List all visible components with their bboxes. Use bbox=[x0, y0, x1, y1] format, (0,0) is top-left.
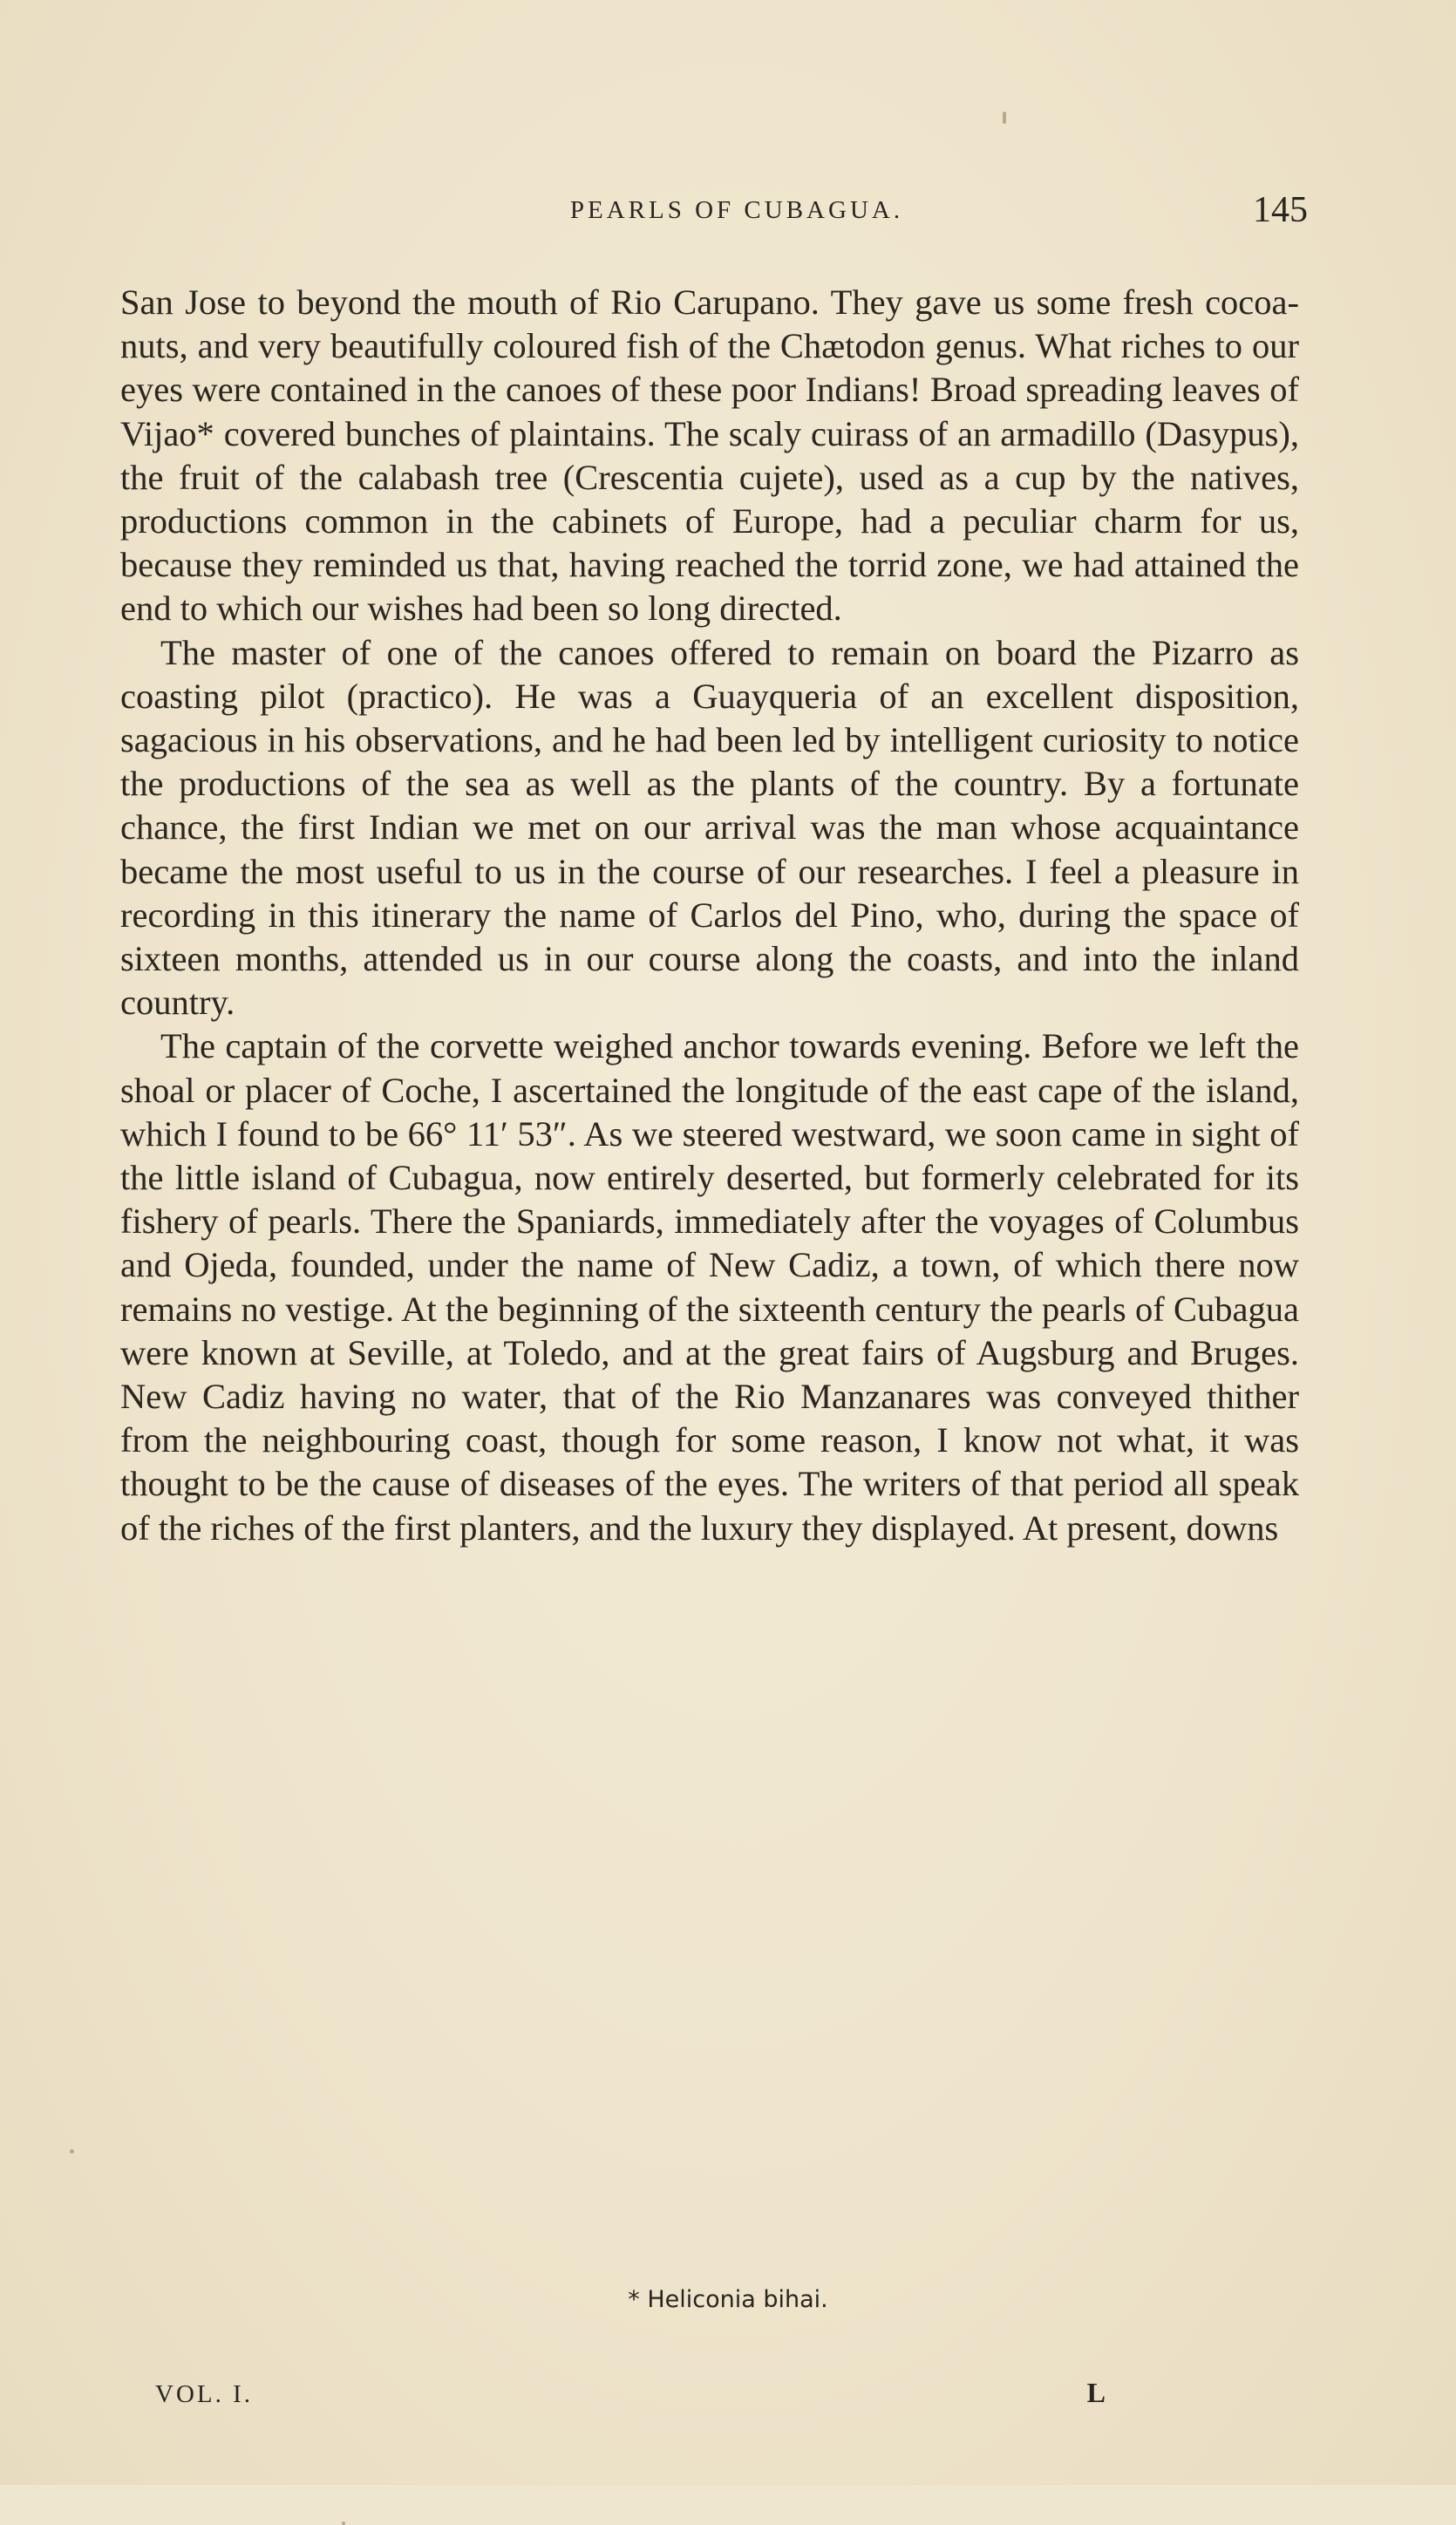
paragraph-2: The master of one of the canoes offered to remain on board the Pizarro as coasting pilot (practico). He was a Guayqueria of an excellent disposition, sagacious in his observations, and he had been led by intelligent curiosity to notice the productions of the sea as well as the plants of the country. By a fortunate chance, the first Indian we met on our arrival was the man whose acquaintance became the most useful to us in the course of our researches. I feel a pleasure in recording in this itinerary the name of Carlos del Pino, who, during the space of sixteen months, attended us in our course along the coasts, and into the inland country. bbox=[120, 632, 1299, 1023]
signature-mark: L bbox=[1086, 2377, 1106, 2408]
running-title: PEARLS OF CUBAGUA. bbox=[569, 196, 904, 224]
page-number: 145 bbox=[1253, 190, 1308, 230]
paragraph-1: San Jose to beyond the mouth of Rio Carupano. They gave us some fresh cocoa-nuts, and very beautifully coloured fish of the Chætodon genus. What riches to our eyes were contained in the canoes of these poor Indians! Broad spreading leaves of Vijao* covered bunches of plaintains. The scaly cuirass of an armadillo (Dasypus), the fruit of the calabash tree (Crescentia cujete), used as a cup by the natives, productions common in the cabinets of Europe, had a peculiar charm for us, because they reminded us that, having reached the torrid zone, we had attained the end to which our wishes had been so long directed. bbox=[120, 282, 1299, 629]
signature-line bbox=[155, 2377, 1106, 2424]
paper-speck bbox=[70, 2149, 74, 2154]
paper-speck bbox=[1003, 112, 1006, 124]
running-head bbox=[113, 179, 1308, 231]
body-text bbox=[120, 281, 1299, 1550]
volume-label: VOL. I. bbox=[155, 2380, 254, 2408]
footnote: * Heliconia bihai. bbox=[628, 2286, 828, 2313]
paper-speck bbox=[342, 2522, 345, 2525]
paragraph-3: The captain of the corvette weighed anchor towards evening. Before we left the shoal or placer of Coche, I ascertained the longitude of the east cape of the island, which I found to be 66° 11′ 53″. As we steered westward, we soon came in sight of the little island of Cubagua, now entirely deserted, but formerly celebrated for its fishery of pearls. There the Spaniards, immediately after the voyages of Columbus and Ojeda, founded, under the name of New Cadiz, a town, of which there now remains no vestige. At the beginning of the sixteenth century the pearls of Cubagua were known at Seville, at Toledo, and at the great fairs of Augsburg and Bruges. New Cadiz having no water, that of the Rio Manzanares was conveyed thither from the neighbouring coast, though for some reason, I know not what, it was thought to be the cause of diseases of the eyes. The writers of that period all speak of the riches of the first planters, and the luxury they displayed. At present, downs bbox=[120, 1026, 1299, 1548]
